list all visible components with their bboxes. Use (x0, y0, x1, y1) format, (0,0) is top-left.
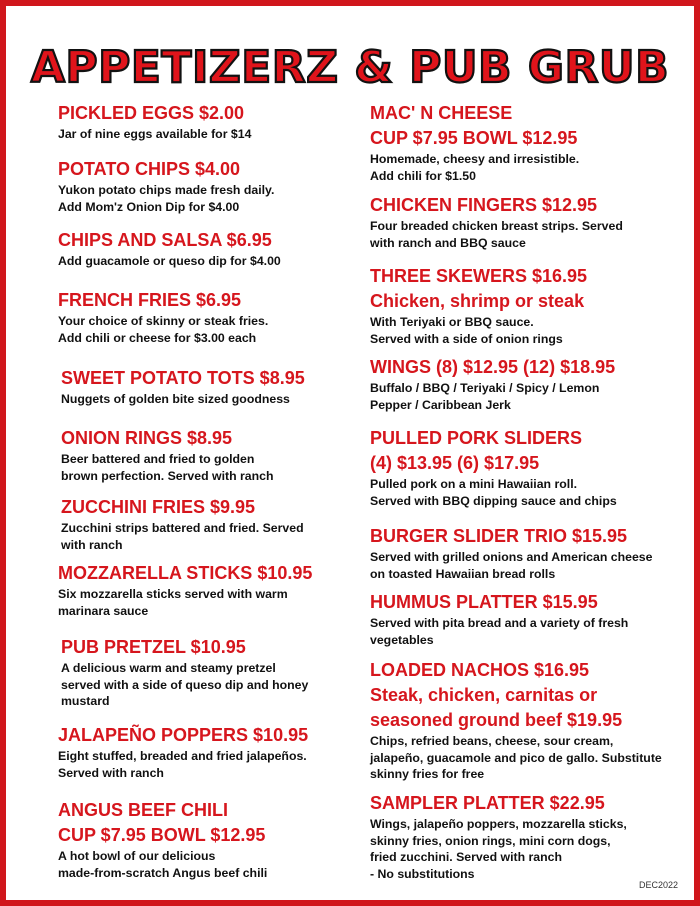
menu-item-description (58, 313, 358, 346)
menu-item-description-line: A delicious warm and steamy pretzel (61, 661, 276, 675)
menu-item-description-line: Zucchini strips battered and fried. Served (61, 521, 304, 535)
menu-item-description-line: Add chili or cheese for $3.00 each (58, 330, 257, 345)
menu-item-description-line: Buffalo / BBQ / Teriyaki / Spicy / Lemon (370, 381, 600, 395)
menu-item-description-line: on toasted Hawaiian bread rolls (370, 566, 556, 581)
menu-item (58, 101, 358, 143)
menu-item-description-line: skinny fries, onion rings, mini corn dogs, (370, 833, 611, 848)
menu-item-name: HUMMUS PLATTER $15.95 (370, 592, 598, 612)
menu-item-description-line: Your choice of skinny or steak fries. (58, 314, 269, 328)
menu-item-description-line: skinny fries for free (370, 767, 485, 781)
menu-item-description (370, 476, 688, 509)
menu-item-name: BURGER SLIDER TRIO $15.95 (370, 526, 628, 546)
menu-item-name: PUB PRETZEL $10.95 (61, 637, 246, 657)
menu-item (370, 426, 688, 509)
menu-item-description-line: Served with a side of onion rings (370, 331, 563, 346)
menu-item-description-line: Add Mom'z Onion Dip for $4.00 (58, 199, 240, 214)
menu-item-description-line: A hot bowl of our delicious (58, 849, 216, 863)
menu-item-description-line: Wings, jalapeño poppers, mozzarella sticks, (370, 817, 627, 831)
menu-item-name: CHIPS AND SALSA $6.95 (58, 230, 272, 250)
menu-item-description-line: Add chili for $1.50 (370, 168, 476, 183)
menu-item (58, 723, 358, 781)
menu-item-description (58, 748, 358, 781)
menu-item-name: WINGS (8) $12.95 (12) $18.95 (370, 357, 616, 377)
menu-item-description (370, 549, 688, 582)
menu-item-description (370, 218, 688, 251)
menu-item-description (370, 733, 688, 783)
menu-item-description (61, 391, 361, 408)
menu-item-description-line: mustard (61, 694, 110, 708)
menu-item-description-line: jalapeño, guacamole and pico de gallo. Substitute (370, 750, 662, 765)
menu-item-name: SAMPLER PLATTER $22.95 (370, 793, 605, 813)
menu-item (370, 264, 688, 347)
menu-item-description-line: with ranch (61, 537, 123, 552)
menu-item (370, 101, 688, 184)
menu-item-description (58, 253, 358, 270)
menu-item-name: ONION RINGS $8.95 (61, 428, 233, 448)
menu-date-code: DEC2022 (638, 880, 678, 890)
menu-item (370, 590, 688, 648)
menu-item-description-line: Chips, refried beans, cheese, sour cream, (370, 734, 614, 748)
menu-item-description-line: Homemade, cheesy and irresistible. (370, 152, 580, 166)
menu-item-name: JALAPEÑO POPPERS $10.95 (58, 725, 309, 745)
menu-item (58, 288, 358, 346)
menu-item-description (370, 380, 688, 413)
menu-item-name: CHICKEN FINGERS $12.95 (370, 195, 598, 215)
menu-item-description-line: Pulled pork on a mini Hawaiian roll. (370, 477, 578, 491)
menu-item-description-line: Served with ranch (58, 765, 164, 780)
menu-item-name: SWEET POTATO TOTS $8.95 (61, 368, 305, 388)
menu-item-name: Steak, chicken, carnitas or (370, 685, 598, 705)
menu-item (61, 426, 361, 484)
menu-item-name: THREE SKEWERS $16.95 (370, 266, 588, 286)
menu-item-description-line: Beer battered and fried to golden (61, 452, 255, 466)
menu-item-description-line: Pepper / Caribbean Jerk (370, 397, 511, 412)
menu-item-description (61, 520, 361, 553)
menu-item-description-line: served with a side of queso dip and honey (61, 677, 309, 692)
menu-item-name: CUP $7.95 BOWL $12.95 (370, 128, 578, 148)
menu-item-description-line: Served with pita bread and a variety of fresh (370, 616, 629, 630)
menu-item-description (370, 151, 688, 184)
menu-item-description-line: made-from-scratch Angus beef chili (58, 865, 268, 880)
menu-item-description-line: Nuggets of golden bite sized goodness (61, 392, 290, 406)
menu-item (61, 635, 361, 710)
menu-item (370, 658, 688, 783)
menu-item (370, 791, 688, 882)
menu-item (370, 355, 688, 413)
menu-item (61, 495, 361, 553)
menu-item-description-line: Four breaded chicken breast strips. Served (370, 219, 623, 233)
menu-item-description-line: With Teriyaki or BBQ sauce. (370, 315, 534, 329)
menu-item (58, 157, 358, 215)
menu-item-description (61, 660, 361, 710)
menu-item-description (58, 126, 358, 143)
menu-item-description-line: marinara sauce (58, 603, 149, 618)
menu-item-name: LOADED NACHOS $16.95 (370, 660, 590, 680)
menu-item-description-line: Jar of nine eggs available for $14 (58, 127, 252, 141)
menu-item-name: MOZZARELLA STICKS $10.95 (58, 563, 313, 583)
menu-item-description (58, 848, 358, 881)
menu-item-name: ANGUS BEEF CHILI (58, 800, 229, 820)
menu-item-name: PULLED PORK SLIDERS (370, 428, 583, 448)
menu-item-description-line: Six mozzarella sticks served with warm (58, 587, 288, 601)
menu-item (58, 798, 358, 881)
menu-item-description-line: Eight stuffed, breaded and fried jalapeños. (58, 749, 307, 763)
menu-item-name: (4) $13.95 (6) $17.95 (370, 453, 540, 473)
menu-item (58, 228, 358, 270)
menu-title: APPETIZERZ & PUB GRUB (30, 42, 670, 93)
menu-item (370, 524, 688, 582)
menu-item-description (370, 816, 688, 882)
menu-item-name: CUP $7.95 BOWL $12.95 (58, 825, 266, 845)
menu-item (370, 193, 688, 251)
menu-item-name: seasoned ground beef $19.95 (370, 710, 623, 730)
menu-item-name: MAC' N CHEESE (370, 103, 513, 123)
menu-item-description-line: Add guacamole or queso dip for $4.00 (58, 254, 281, 268)
menu-item-name: PICKLED EGGS $2.00 (58, 103, 245, 123)
menu-item-description-line: brown perfection. Served with ranch (61, 468, 274, 483)
menu-item-description (61, 451, 361, 484)
menu-item-name: POTATO CHIPS $4.00 (58, 159, 241, 179)
menu-item-description (370, 615, 688, 648)
menu-item (61, 366, 361, 408)
menu-item-description-line: Served with grilled onions and American cheese (370, 550, 653, 564)
menu-item-name: Chicken, shrimp or steak (370, 291, 585, 311)
menu-item-name: ZUCCHINI FRIES $9.95 (61, 497, 256, 517)
menu-item-description-line: fried zucchini. Served with ranch (370, 850, 563, 864)
menu-item-description (370, 314, 688, 347)
menu-item-description (58, 182, 358, 215)
menu-item-description-line: Yukon potato chips made fresh daily. (58, 183, 275, 197)
menu-item-description-line: - No substitutions (370, 866, 475, 881)
menu-item-description-line: Served with BBQ dipping sauce and chips (370, 493, 617, 508)
menu-item-description (58, 586, 358, 619)
menu-item (58, 561, 358, 619)
menu-item-description-line: with ranch and BBQ sauce (370, 235, 526, 250)
menu-item-name: FRENCH FRIES $6.95 (58, 290, 242, 310)
menu-item-description-line: vegetables (370, 632, 434, 647)
